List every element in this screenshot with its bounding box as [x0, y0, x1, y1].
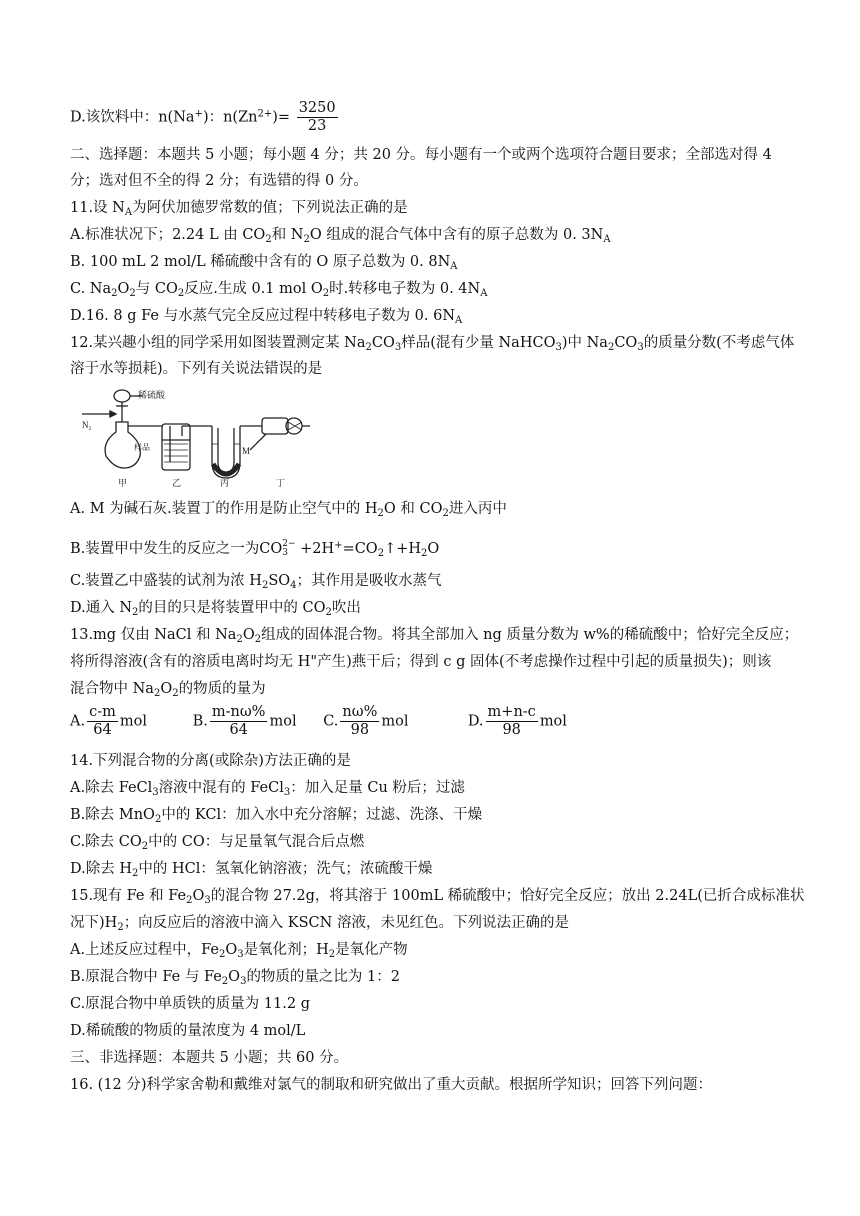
q13-option-d: D. $\frac{m+n-c}{98}$ mol [467, 704, 567, 738]
label-bing: 丙 [220, 478, 230, 488]
q13-stem-cont2: 混合物中 $Na_2O_2$的物质的量为 [70, 681, 266, 699]
q15-stem-cont: 况下)$H_2$；向反应后的溶液中滴入 KSCN 溶液，未见红色。下列说法正确的是 [70, 915, 569, 933]
q11-option-c: C. $Na_2O_2$与 $CO_2$反应.生成 0.1 mol $O_2$时.转移电子数为 0. $4N_A$ [70, 281, 488, 299]
m-label: M [242, 446, 251, 456]
q16-stem: 16. (12 分)科学家舍勒和戴维对氯气的制取和研究做出了重大贡献。根据所学知识；回答下列问题： [70, 1077, 713, 1093]
q13-stem-cont: 将所得溶液(含有的溶质电离时均无 H"产生)燕干后；得到 c g 固体(不考虑操作过程中引起的质量损失)；则该 [70, 654, 772, 670]
q12-option-c: C.装置乙中盛装的试剂为浓 $H_2SO_4$；其作用是吸收水蒸气 [70, 573, 442, 591]
q12-option-a: A. M 为碱石灰.装置丁的作用是防止空气中的 $H_2O$ 和 $CO_2$进入丙中 [70, 501, 507, 519]
q14-option-a: A.除去 FeCl$_3$溶液中混有的 FeCl$_3$：加入足量 Cu 粉后；过滤 [70, 780, 465, 798]
q13-stem: 13.mg 仅由 NaCl 和 $Na_2O_2$组成的固体混合物。将其全部加入 ng 质量分数为 w%的稀硫酸中；恰好完全反应； [70, 627, 799, 645]
q13-option-b: B. $\frac{m-n\omega\%}{64}$ mol [192, 704, 297, 738]
q11-stem: 11.设 $N_A$为阿伏加德罗常数的值；下列说法正确的是 [70, 200, 408, 218]
section-2-heading-cont: 分；选对但不全的得 2 分；有选错的得 0 分。 [70, 173, 368, 189]
apparatus-figure [80, 384, 310, 488]
acid-label: 稀硫酸 [138, 390, 166, 400]
q13-option-a: A. $\frac{c-m}{64}$ mol [70, 704, 147, 738]
sample-label: 样品 [134, 443, 150, 452]
section-3-heading: 三、非选择题：本题共 5 小题；共 60 分。 [70, 1050, 349, 1066]
q14-option-d: D.除去 $H_2$中的 HCl：氢氧化钠溶液；洗气；浓硫酸干燥 [70, 861, 433, 879]
q12-option-d: D.通入 $N_2$的目的只是将装置甲中的 $CO_2$吹出 [70, 600, 361, 618]
label-jia: 甲 [118, 478, 128, 488]
section-2-heading: 二、选择题：本题共 5 小题；每小题 4 分；共 20 分。每小题有一个或两个选项符合题目要求；全部选对得 4 [70, 147, 772, 163]
q15-stem: 15.现有 Fe 和 $Fe_2O_3$的混合物 27.2g，将其溶于 100mL 稀硫酸中；恰好完全反应；放出 2.24L(已折合成标准状 [70, 888, 805, 906]
q13-options [70, 704, 567, 739]
q14-stem: 14.下列混合物的分离(或除杂)方法正确的是 [70, 753, 351, 769]
label-yi: 乙 [172, 478, 182, 488]
q13-option-c: C. $\frac{n\omega\%}{98}$ mol [323, 704, 409, 738]
q12-stem: 12.某兴趣小组的同学采用如图装置测定某 $Na_2CO_3$样品(混有少量 NaHCO$_3$)中 $Na_2CO_3$的质量分数(不考虑气体 [70, 335, 795, 353]
q12-option-b: B.装置甲中发生的反应之一为CO 2− 3 $+2H^+=CO_2↑+H_2O$ [70, 539, 440, 559]
q10-option-d: D.该饮料中：n(Na+)：$n(Zn^{2+})=$ $\frac{3250}{23}$ [70, 100, 336, 134]
n2-label: N₂ [82, 420, 92, 430]
fraction: $\frac{3250}{23}$ [298, 100, 336, 134]
label-ding: 丁 [276, 478, 286, 488]
q11-option-d: D.16. 8 g Fe 与水蒸气完全反应过程中转移电子数为 0. $6N_A$ [70, 308, 463, 326]
q15-option-a: A.上述反应过程中，$Fe_2O_3$是氧化剂；$H_2$是氧化产物 [70, 942, 408, 960]
q14-option-c: C.除去 $CO_2$中的 CO：与足量氧气混合后点燃 [70, 834, 365, 852]
q14-option-b: B.除去 MnO$_2$中的 KCl：加入水中充分溶解；过滤、洗涤、干燥 [70, 807, 483, 825]
q15-option-c: C.原混合物中单质铁的质量为 11.2 g [70, 996, 310, 1012]
q12-stem-cont: 溶于水等损耗)。下列有关说法错误的是 [70, 361, 323, 377]
q15-option-d: D.稀硫酸的物质的量浓度为 4 mol/L [70, 1023, 306, 1039]
q15-option-b: B.原混合物中 Fe 与 $Fe_2O_3$的物质的量之比为 1：2 [70, 969, 400, 987]
q11-option-b: B. 100 mL 2 mol/L 稀硫酸中含有的 O 原子总数为 0. $8N_A$ [70, 254, 458, 272]
q11-option-a: A.标准状况下；2.24 L 由 $CO_2$和 $N_2O$ 组成的混合气体中含有的原子总数为 0. $3N_A$ [70, 227, 611, 245]
